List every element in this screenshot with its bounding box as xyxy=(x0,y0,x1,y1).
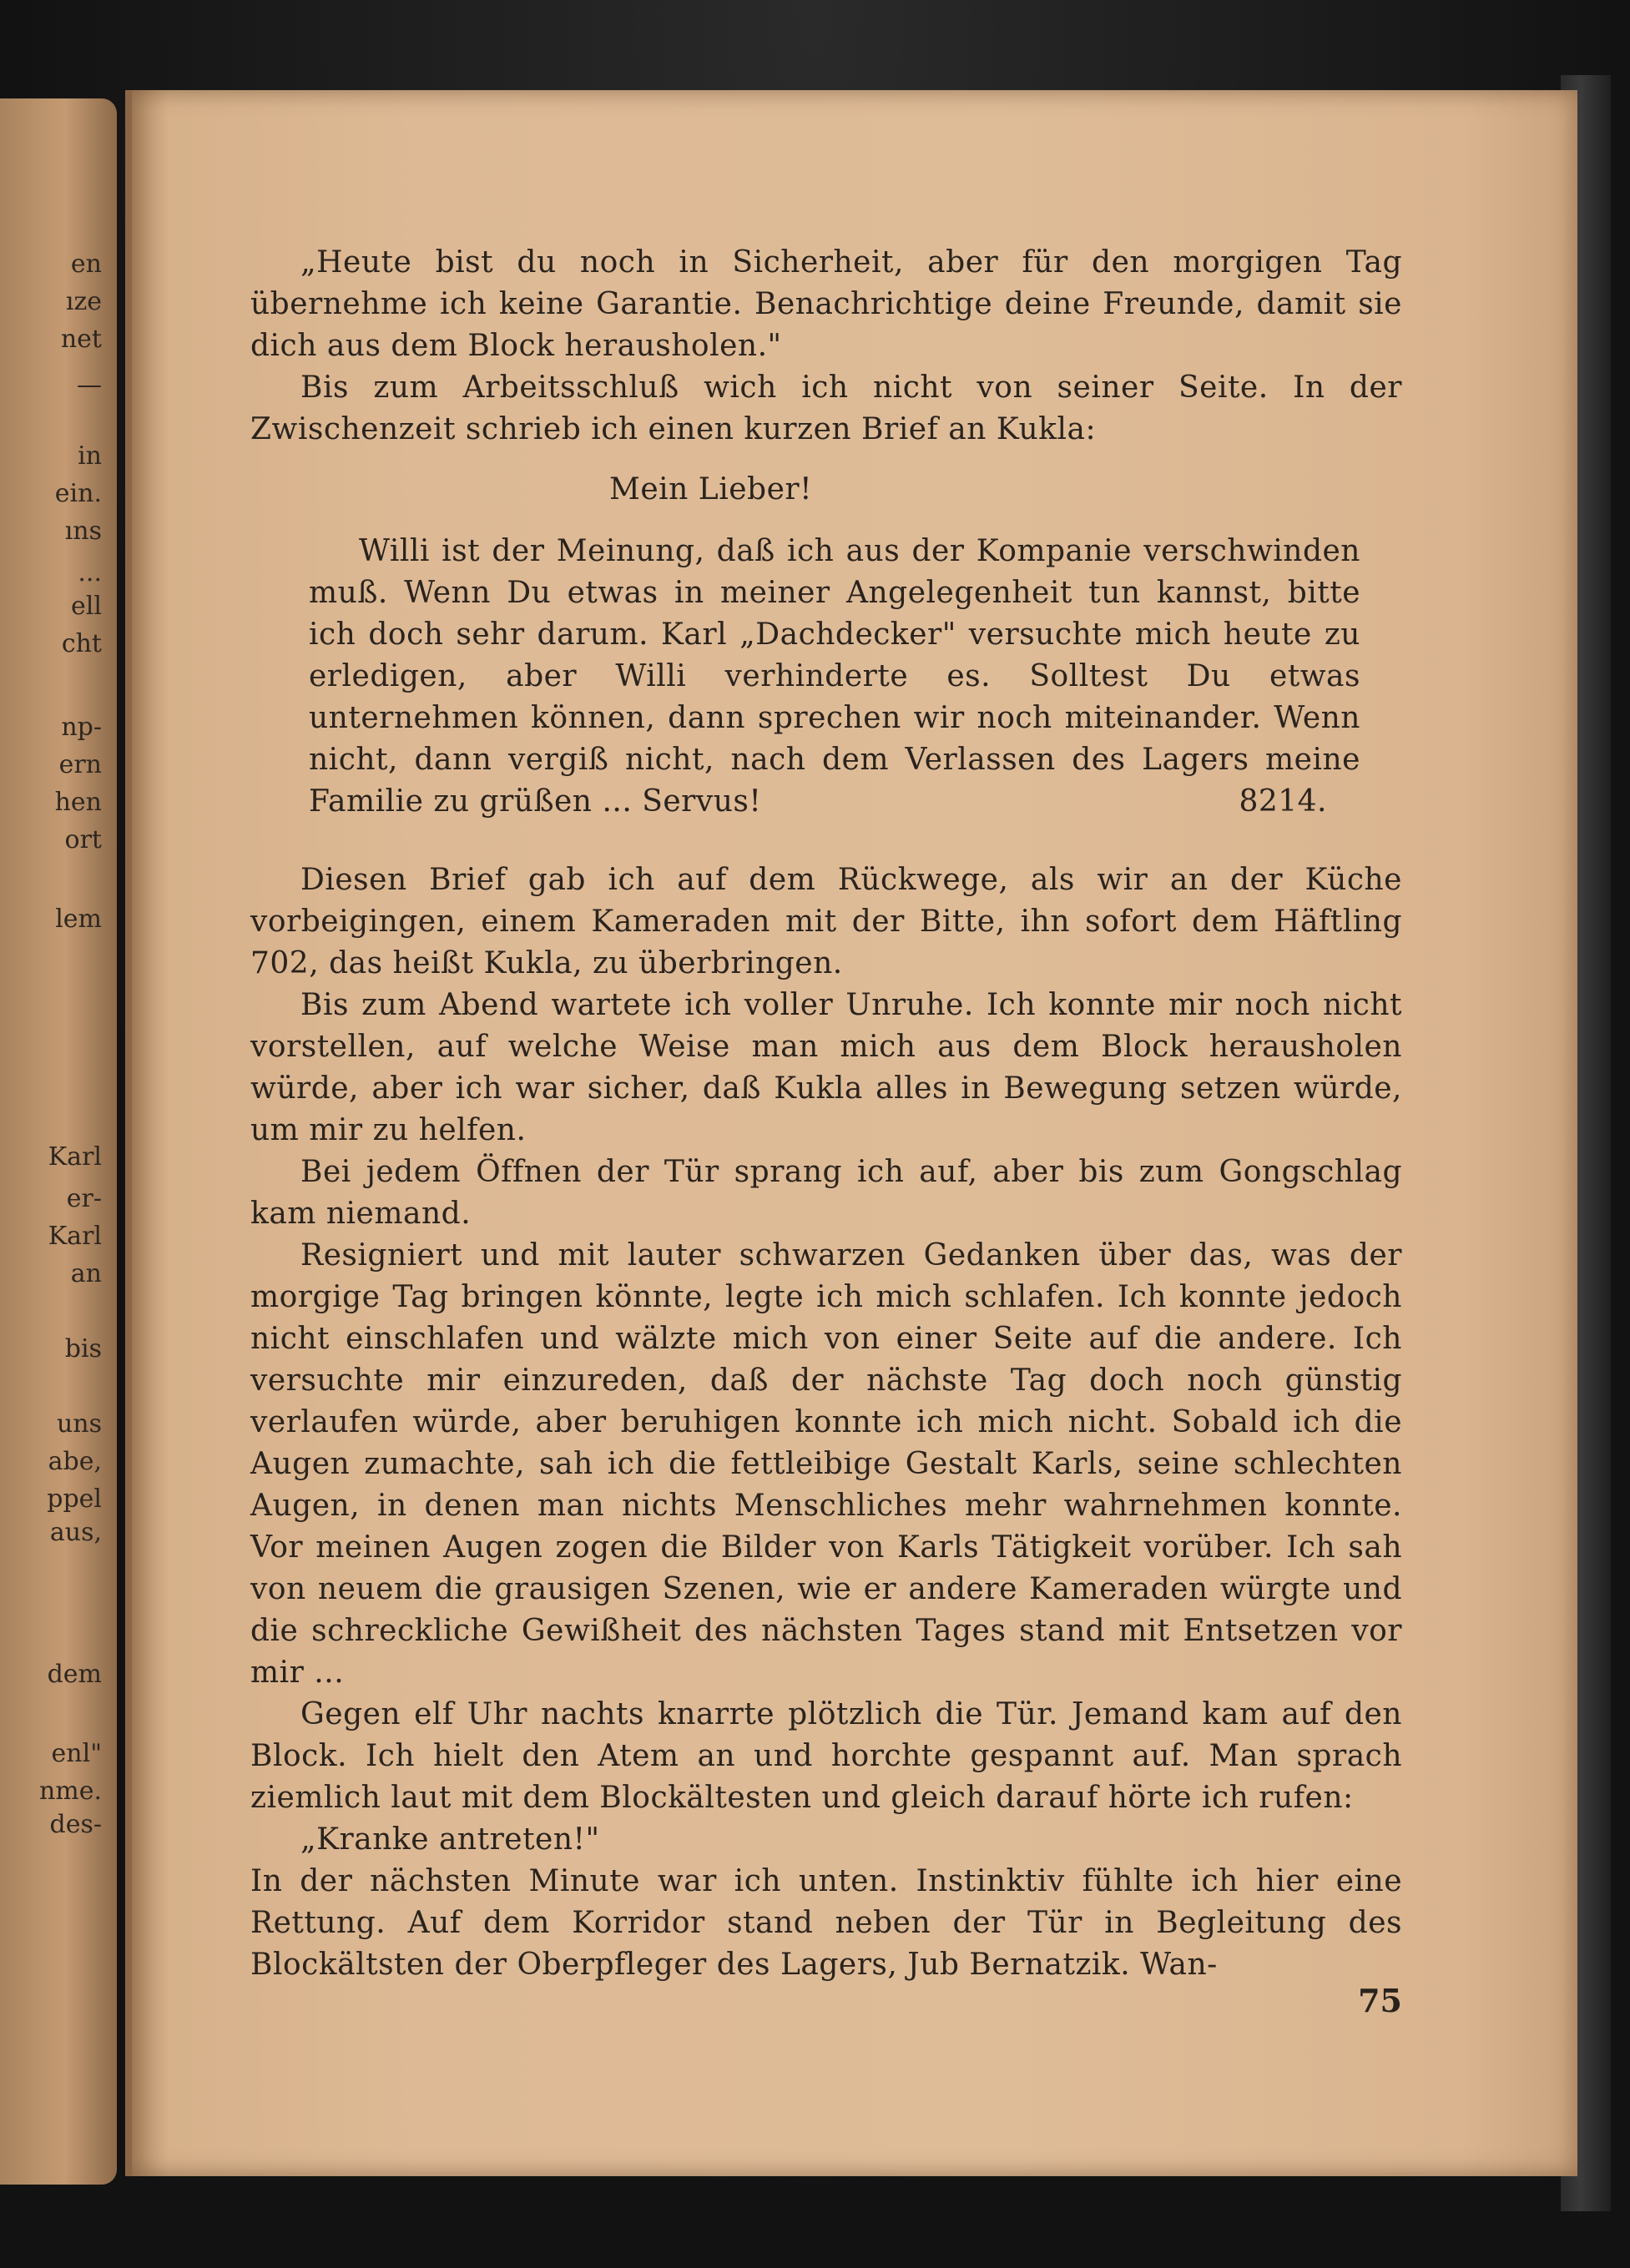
left-page-fragment: cht xyxy=(61,630,102,658)
left-page-fragment: bis xyxy=(64,1335,102,1363)
left-page-fragment: net xyxy=(60,325,102,354)
left-page-fragment: ein. xyxy=(54,480,102,508)
paragraph: „Kranke antreten!" xyxy=(300,1822,600,1857)
letter xyxy=(309,531,1360,823)
left-page-fragment: in xyxy=(78,442,102,471)
letter-body: Willi ist der Meinung, daß ich aus der Kompanie verschwinden muß. Wenn Du etwas in meiner Angelegenheit tun kannst, bitte ich doch sehr darum. Karl „Dachdecker" versuchte mich heute zu erledigen, aber Willi verhinderte es. Solltest Du etwas unternehmen können, dann sprechen wir noch miteinander. Wenn nicht, dann vergiß nicht, nach dem Verlassen des Lagers meine xyxy=(309,534,1360,777)
paragraph: Diesen Brief gab ich auf dem Rückwege, als wir an der Küche vorbeigingen, einem Kameraden mit der Bitte, ihn sofort dem Häftling 702, das heißt Kukla, zu überbringen. xyxy=(250,863,1402,980)
letter-closing-line xyxy=(309,781,1360,823)
spacer xyxy=(250,823,1402,859)
left-page-fragment: hen xyxy=(54,789,102,817)
left-page-fragment: er- xyxy=(66,1185,102,1213)
left-page-fragment: ... xyxy=(78,559,102,587)
page-gutter xyxy=(125,90,132,2176)
left-page-fragment: ort xyxy=(64,826,102,854)
paragraph: In der nächsten Minute war ich unten. Instinktiv fühlte ich hier eine Rettung. Auf dem Korridor stand neben der Tür in Begleitung des Blockältsten der Oberpfleger des Lagers, Jub Bernatzik. Wan- xyxy=(250,1864,1402,1982)
left-page-fragment: uns xyxy=(56,1410,102,1439)
paragraph: Bis zum Abend wartete ich voller Unruhe. Ich konnte mir noch nicht vorstellen, auf welche Weise man mich aus dem Block herausholen würde, aber ich war sicher, daß Kukla alles in Bewegung setzen würde, um mir zu helfen. xyxy=(250,988,1402,1147)
left-page-fragment: aus, xyxy=(49,1519,102,1547)
paragraph: Resigniert und mit lauter schwarzen Gedanken über das, was der morgige Tag bringen könnte, legte ich mich schlafen. Ich konnte jedoch nicht einschlafen und wälzte mich von einer Seite auf die andere. Ich versuchte mir einzureden, daß der nächste Tag doch noch günstig verlaufen würde, aber beruhigen konnte ich mich nicht. Sobald ich die Augen zumachte, sah ich die fettleibige Gestalt Karls, seine schlechten Augen, in denen man nichts Menschliches mehr wahrnehmen konnte. Vor meinen Augen zogen die Bilder von Karls Tätigkeit vorüber. Ich sah von neuem die grausigen Szenen, wie er andere Kameraden würgte und die schreckliche Gewißheit des nächsten Tages stand mit Entsetzen vor mir ... xyxy=(250,1238,1402,1690)
left-page-fragment: Karl xyxy=(48,1143,102,1172)
left-page-fragment: ell xyxy=(71,592,102,621)
left-page-fragment: dem xyxy=(47,1661,102,1689)
left-page xyxy=(0,98,117,2185)
left-page-fragment: Karl xyxy=(48,1222,102,1251)
page-text xyxy=(250,242,1402,1986)
left-page-fragment: enl" xyxy=(51,1740,102,1768)
left-page-fragment: abe, xyxy=(48,1448,102,1476)
left-page-fragment: — xyxy=(77,371,102,400)
paragraph: Bei jedem Öffnen der Tür sprang ich auf, aber bis zum Gongschlag kam niemand. xyxy=(250,1155,1402,1231)
letter-closing: Familie zu grüßen ... Servus! xyxy=(309,784,762,819)
page-number: 75 xyxy=(1358,1982,1402,2019)
left-page-fragment: en xyxy=(70,250,102,279)
paragraph: Gegen elf Uhr nachts knarrte plötzlich die Tür. Jemand kam auf den Block. Ich hielt den Atem an und horchte gespannt auf. Man sprach ziemlich laut mit dem Blockältesten und gleich darauf hörte ich rufen: xyxy=(250,1697,1402,1815)
left-page-fragment: ıns xyxy=(64,517,102,546)
letter-signature: 8214. xyxy=(1239,784,1327,819)
letter-salutation: Mein Lieber! xyxy=(609,472,813,507)
left-page-fragment: np- xyxy=(61,713,102,742)
left-page-fragment: nme. xyxy=(38,1777,102,1806)
left-page-fragment: ern xyxy=(58,751,102,779)
left-page-fragment: lem xyxy=(55,905,102,934)
left-page-fragment: des- xyxy=(49,1811,102,1839)
left-page-fragment: an xyxy=(70,1260,102,1288)
left-page-fragment: ıze xyxy=(65,288,102,316)
left-page-fragment: ppel xyxy=(47,1485,102,1514)
paragraph: „Heute bist du noch in Sicherheit, aber für den morgigen Tag übernehme ich keine Garantie. Benachrichtige deine Freunde, damit sie dich aus dem Block herausholen." xyxy=(250,245,1402,363)
paragraph: Bis zum Arbeitsschluß wich ich nicht von seiner Seite. In der Zwischenzeit schrieb ich einen kurzen Brief an Kukla: xyxy=(250,370,1402,446)
